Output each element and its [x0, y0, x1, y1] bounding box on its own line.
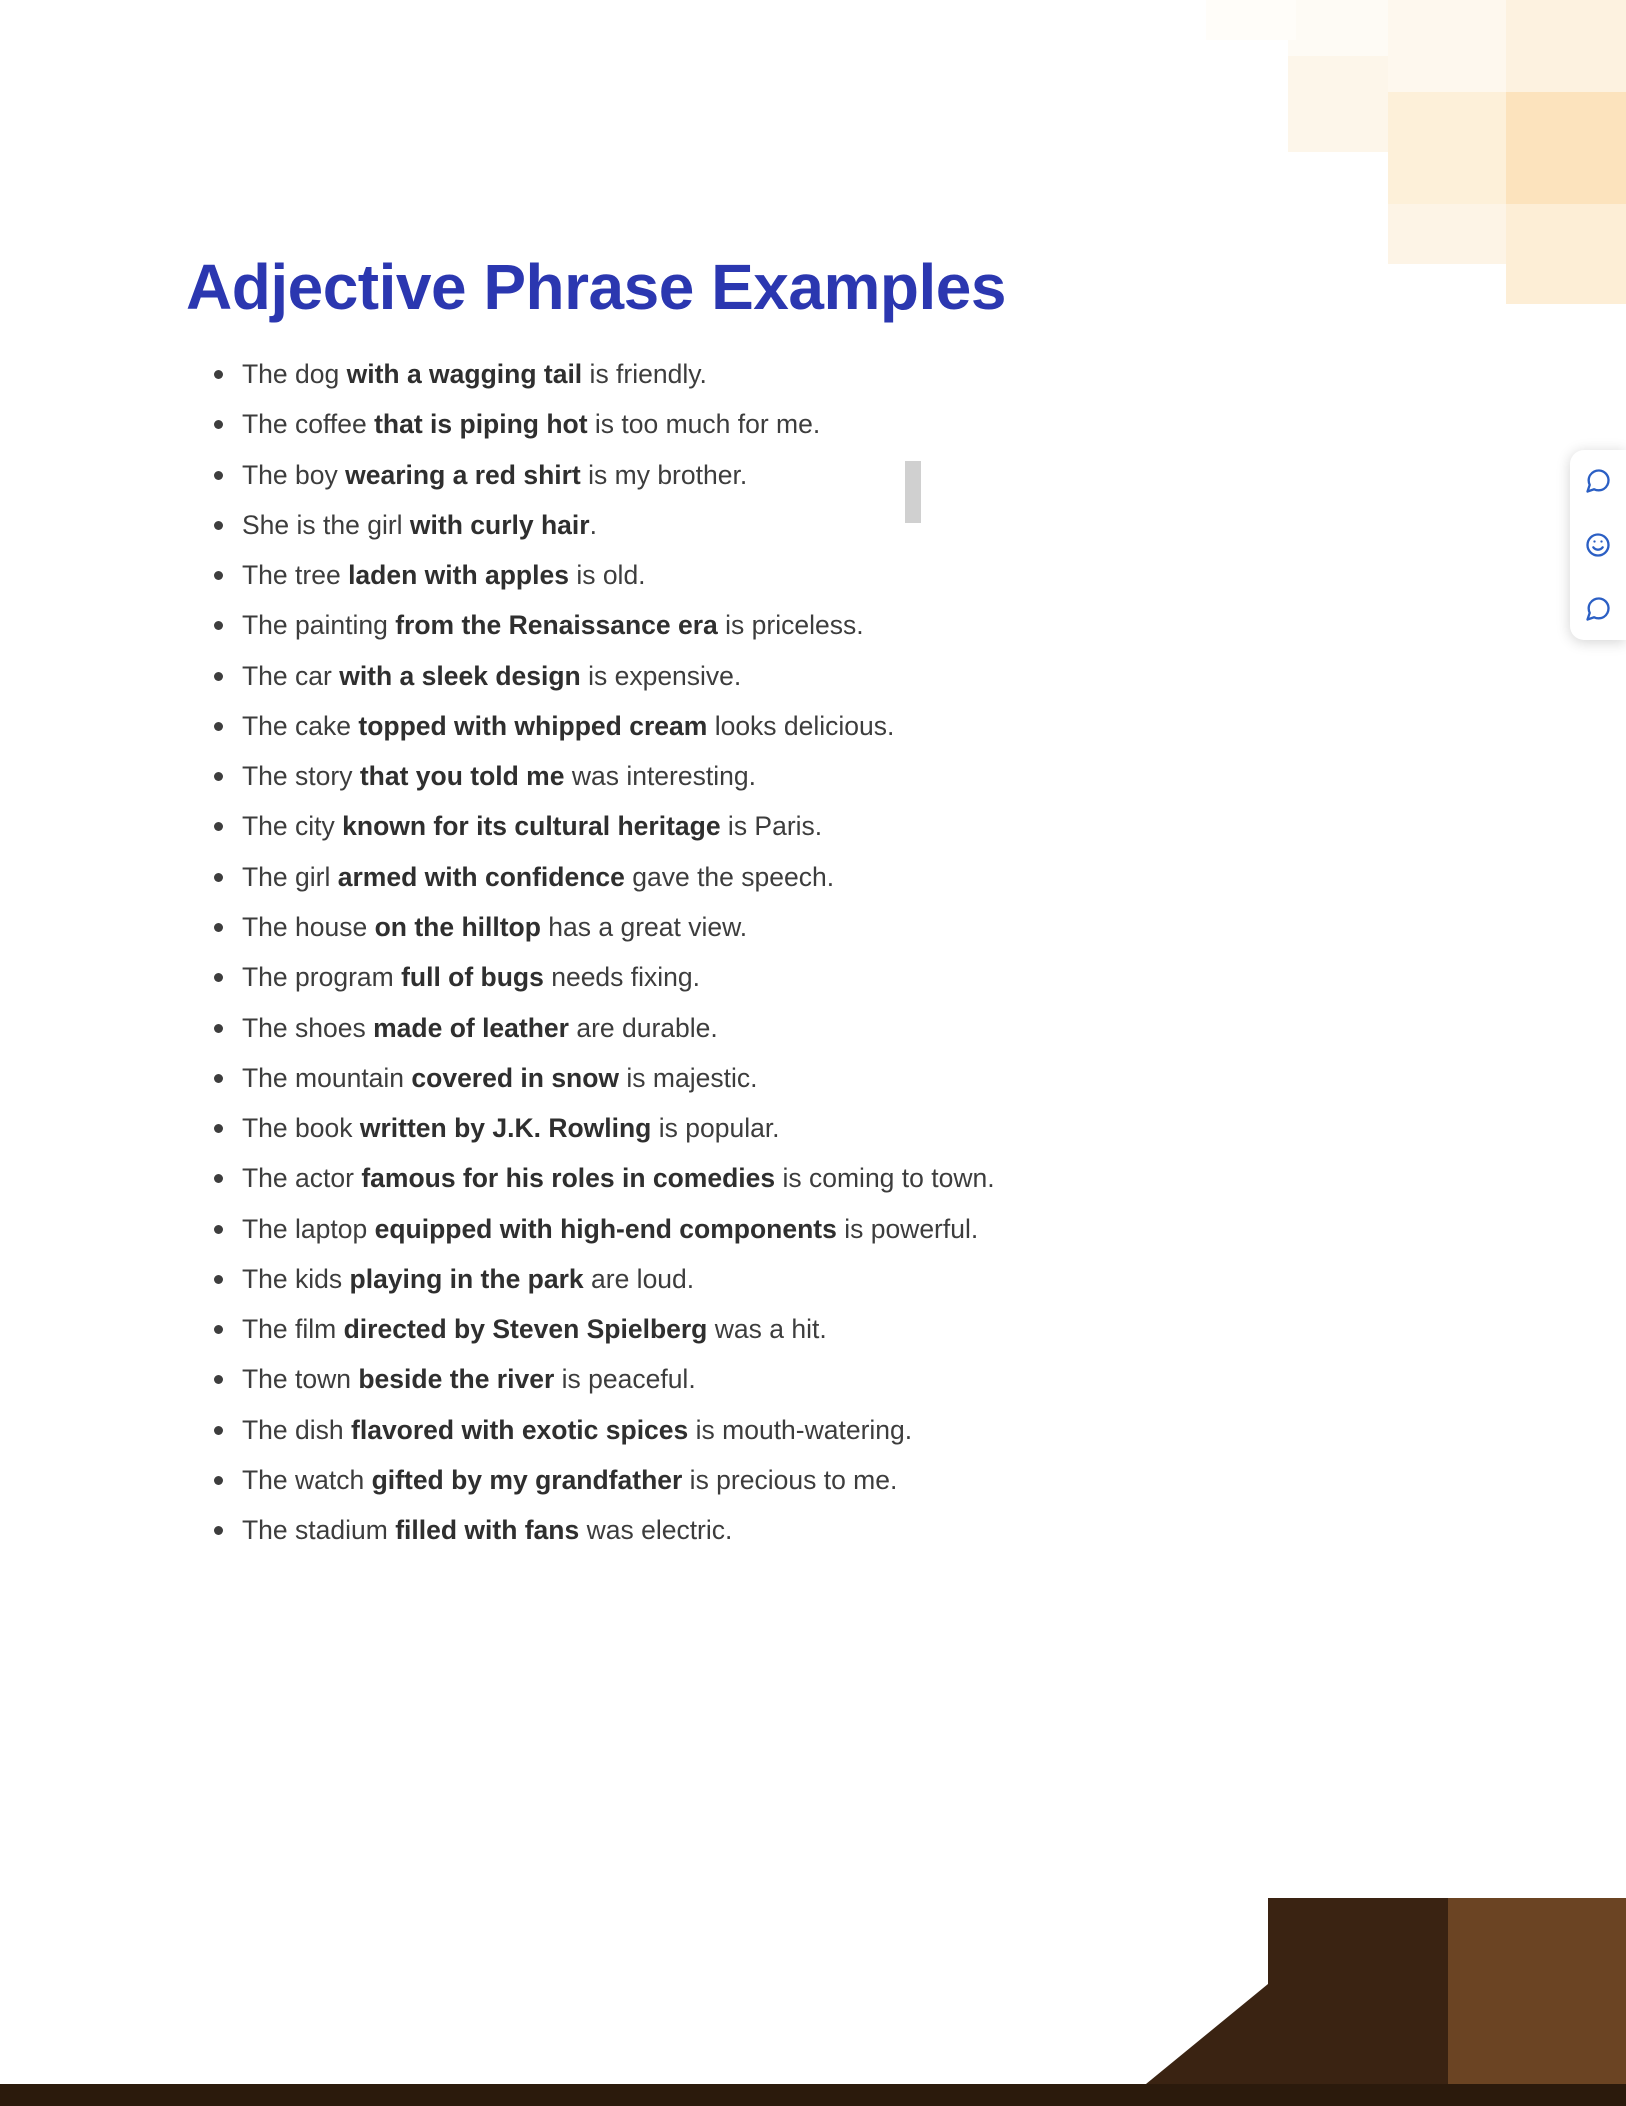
- item-text-phrase: with curly hair: [409, 509, 590, 540]
- item-text-pre: The painting: [242, 610, 396, 641]
- item-text-phrase: equipped with high-end components: [374, 1213, 837, 1244]
- item-text-post: is friendly.: [582, 359, 707, 390]
- item-text-phrase: with a wagging tail: [346, 359, 583, 390]
- list-item: [186, 1058, 1336, 1098]
- item-text-pre: The town: [242, 1364, 359, 1395]
- item-text-pre: The tree: [242, 560, 349, 591]
- list-item: [186, 756, 1336, 796]
- item-text-pre: The dog: [242, 359, 347, 390]
- item-text-phrase: directed by Steven Spielberg: [343, 1314, 708, 1345]
- item-text-phrase: written by J.K. Rowling: [359, 1113, 652, 1144]
- item-text-phrase: that you told me: [359, 761, 565, 792]
- list-item: [186, 907, 1336, 947]
- item-text-pre: The dish: [242, 1414, 352, 1445]
- item-text-pre: The laptop: [242, 1213, 375, 1244]
- item-text-pre: The kids: [242, 1263, 350, 1294]
- item-text-phrase: flavored with exotic spices: [351, 1414, 689, 1445]
- item-text-post: is peaceful.: [554, 1364, 696, 1395]
- floating-side-toolbar[interactable]: [1570, 450, 1626, 640]
- item-text-pre: The program: [242, 962, 402, 993]
- list-item: [186, 455, 1336, 495]
- item-text-post: looks delicious.: [707, 710, 895, 741]
- item-text-phrase: famous for his roles in comedies: [361, 1163, 776, 1194]
- item-text-post: is priceless.: [717, 610, 864, 641]
- item-text-post: was electric.: [579, 1515, 733, 1546]
- item-text-post: is coming to town.: [775, 1163, 995, 1194]
- item-text-post: is powerful.: [836, 1213, 979, 1244]
- list-item: [186, 706, 1336, 746]
- item-text-post: is popular.: [651, 1113, 780, 1144]
- list-item: [186, 1410, 1336, 1450]
- list-item: [186, 1209, 1336, 1249]
- item-text-post: is too much for me.: [587, 409, 821, 440]
- item-text-post: .: [589, 509, 597, 540]
- item-text-post: was a hit.: [707, 1314, 827, 1345]
- item-text-post: is my brother.: [580, 459, 748, 490]
- list-item: [186, 857, 1336, 897]
- list-item: [186, 806, 1336, 846]
- document-content: [186, 248, 1336, 1560]
- item-text-pre: The car: [242, 660, 340, 691]
- item-text-phrase: filled with fans: [395, 1515, 580, 1546]
- item-text-phrase: full of bugs: [401, 962, 544, 993]
- item-text-post: is old.: [568, 560, 646, 591]
- item-text-post: was interesting.: [564, 761, 756, 792]
- page-title: Adjective Phrase Examples: [186, 251, 1006, 323]
- item-text-pre: The city: [242, 811, 343, 842]
- item-text-phrase: made of leather: [373, 1012, 569, 1043]
- page-footer-bar: [0, 2084, 1626, 2106]
- list-item: [186, 1510, 1336, 1550]
- list-item: [186, 1359, 1336, 1399]
- emoji-icon[interactable]: [1583, 530, 1613, 560]
- item-text-phrase: playing in the park: [349, 1263, 584, 1294]
- item-text-pre: The boy: [242, 459, 346, 490]
- list-item: [186, 404, 1336, 444]
- list-item: [186, 354, 1336, 394]
- item-text-pre: The house: [242, 912, 375, 942]
- item-text-post: are durable.: [568, 1012, 718, 1043]
- list-item: [186, 1108, 1336, 1148]
- comment-icon[interactable]: [1583, 466, 1613, 496]
- item-text-post: are loud.: [583, 1263, 695, 1294]
- item-text-pre: The story: [242, 761, 360, 792]
- item-text-post: has a great view.: [540, 912, 748, 942]
- item-text-phrase: from the Renaissance era: [395, 610, 718, 641]
- item-text-pre: The watch: [242, 1464, 372, 1495]
- item-text-pre: She is the girl: [242, 509, 410, 540]
- list-item: [186, 656, 1336, 696]
- decorative-corner-bottom-right: [1146, 1856, 1626, 2106]
- list-item: [186, 1460, 1336, 1500]
- item-text-pre: The actor: [242, 1163, 362, 1194]
- text-cursor: [905, 461, 921, 523]
- list-item: [186, 1008, 1336, 1048]
- list-item: [186, 555, 1336, 595]
- item-text-pre: The stadium: [242, 1515, 396, 1546]
- list-item: [186, 1158, 1336, 1198]
- item-text-post: is mouth-watering.: [688, 1414, 913, 1445]
- item-text-pre: The coffee: [242, 409, 375, 440]
- item-text-pre: The cake: [242, 710, 359, 741]
- item-text-phrase: laden with apples: [348, 560, 569, 591]
- item-text-post: needs fixing.: [543, 962, 701, 993]
- item-text-post: is Paris.: [720, 811, 823, 842]
- item-text-phrase: that is piping hot: [374, 409, 588, 440]
- item-text-phrase: on the hilltop: [374, 912, 541, 942]
- item-text-phrase: topped with whipped cream: [358, 710, 708, 741]
- item-text-phrase: wearing a red shirt: [345, 459, 581, 490]
- item-text-phrase: gifted by my grandfather: [371, 1464, 683, 1495]
- item-text-post: gave the speech.: [624, 861, 835, 892]
- list-item: [186, 605, 1336, 645]
- list-item: [186, 1259, 1336, 1299]
- item-text-post: is expensive.: [580, 660, 742, 691]
- item-text-phrase: armed with confidence: [337, 861, 625, 892]
- item-text-phrase: covered in snow: [411, 1062, 620, 1093]
- item-text-pre: The book: [242, 1113, 360, 1144]
- examples-list: [186, 354, 1336, 1550]
- list-item: [186, 957, 1336, 997]
- item-text-post: is majestic.: [619, 1062, 758, 1093]
- item-text-pre: The girl: [242, 861, 338, 892]
- item-text-phrase: known for its cultural heritage: [342, 811, 721, 842]
- item-text-phrase: beside the river: [358, 1364, 555, 1395]
- comment-alt-icon[interactable]: [1583, 594, 1613, 624]
- item-text-post: is precious to me.: [682, 1464, 898, 1495]
- item-text-pre: The film: [242, 1314, 344, 1345]
- item-text-pre: The mountain: [242, 1062, 412, 1093]
- item-text-phrase: with a sleek design: [339, 660, 581, 691]
- list-item: [186, 505, 1336, 545]
- item-text-pre: The shoes: [242, 1012, 374, 1043]
- list-item: [186, 1309, 1336, 1349]
